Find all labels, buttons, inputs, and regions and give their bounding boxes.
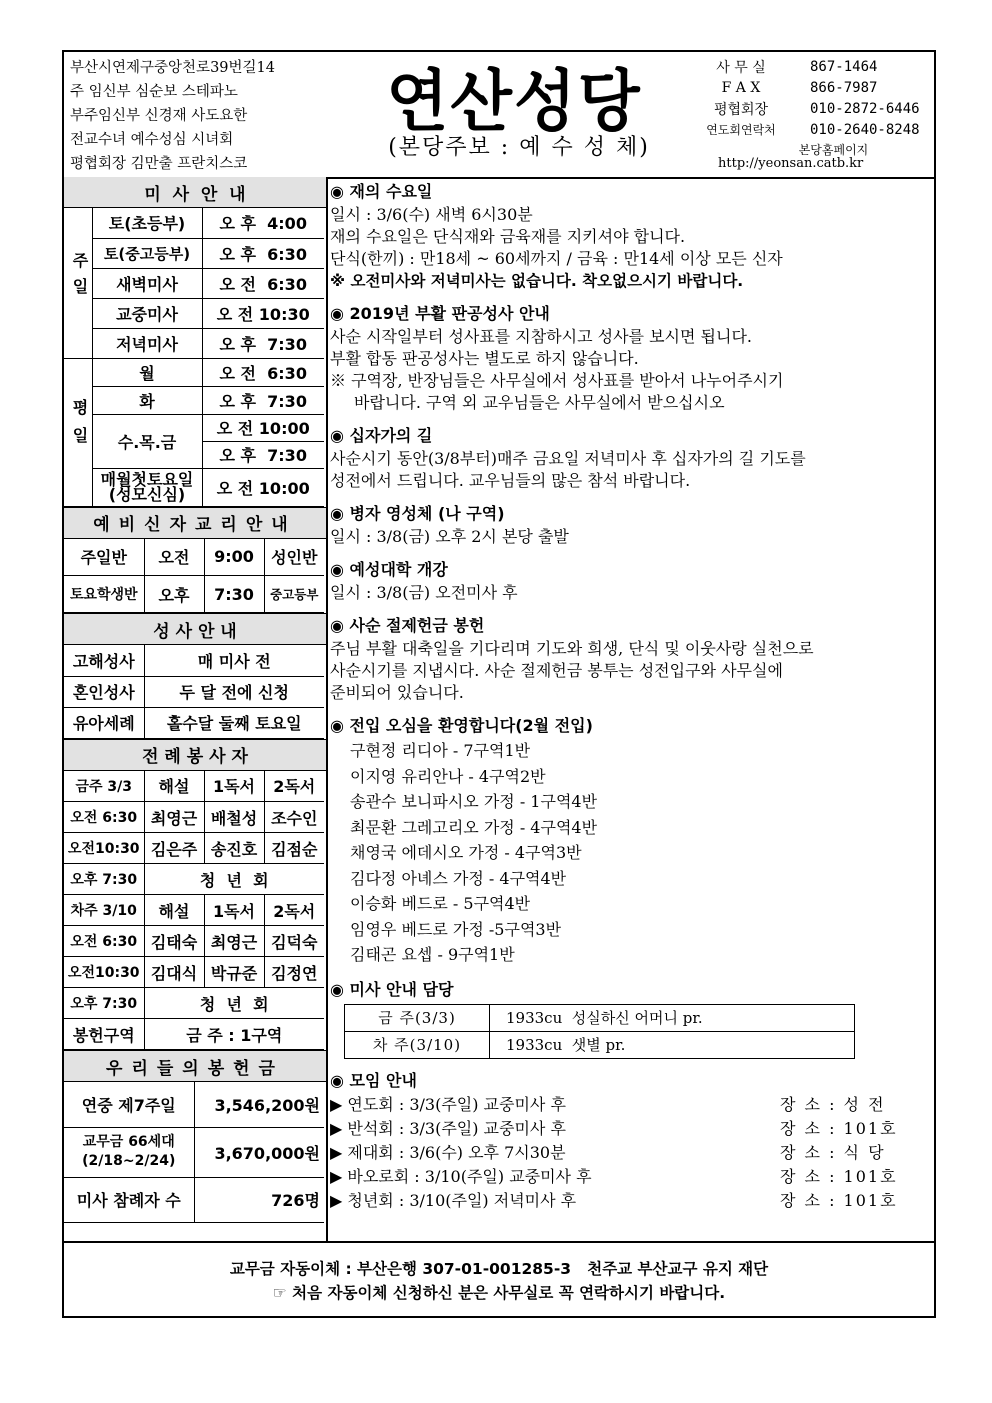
notice-line: 준비되어 있습니다. xyxy=(330,683,464,702)
list-item xyxy=(330,1117,930,1141)
server-role: 2독서 xyxy=(264,895,324,926)
weekday-label-text: 평일 xyxy=(70,399,89,455)
table-row xyxy=(64,208,324,238)
list-item: 김태곤 요셉 - 9구역1반 xyxy=(350,945,515,964)
mass-time: 오 전 10:00 xyxy=(202,468,324,506)
table-row xyxy=(64,328,324,358)
contact-info xyxy=(686,56,931,171)
offering-amount: 726명 xyxy=(194,1177,324,1222)
weekday-label xyxy=(64,358,92,506)
notice-line: 주님 부활 대축일을 기다리며 기도와 희생, 단식 및 이웃사랑 실천으로 xyxy=(330,639,814,658)
contact-value: 867-1464 xyxy=(810,58,878,75)
notice-title: ◉ 십자가의 길 xyxy=(330,426,433,445)
contact-value: 010-2640-8248 xyxy=(810,121,920,138)
pastor: 주 임신부 심순보 스테파노 xyxy=(70,84,238,100)
bulletin-frame xyxy=(62,50,936,1318)
list-item: 이지영 유리안나 - 4구역2반 xyxy=(350,766,546,786)
mass-time: 오 후 7:30 xyxy=(202,328,324,358)
mass-time: 오 후 4:00 xyxy=(202,208,324,238)
mass-name: 화 xyxy=(92,386,202,414)
server-name: 조수인 xyxy=(264,802,324,833)
table-row xyxy=(345,1004,855,1031)
table-row xyxy=(64,771,324,802)
offering-amount: 3,670,000원 xyxy=(194,1127,324,1177)
meeting-info: ▶ 연도회 : 3/3(주일) 교중미사 후 xyxy=(330,1094,566,1114)
mass-name: 새벽미사 xyxy=(92,268,202,298)
table-row xyxy=(64,386,324,414)
bulletin-footer xyxy=(64,1241,934,1316)
server-name: 최영근 xyxy=(144,802,204,833)
server-name: 김정연 xyxy=(264,957,324,988)
meeting-place: 장 소 : 식 당 xyxy=(780,1142,886,1162)
table-row xyxy=(64,298,324,328)
offering-area-label: 봉헌구역 xyxy=(64,1019,144,1050)
meeting-place: 장 소 : 성 전 xyxy=(780,1094,886,1114)
class-ampm: 오전 xyxy=(144,539,204,576)
notice-line: 사순시기를 지냅시다. 사순 절제헌금 봉투는 성전입구와 사무실에 xyxy=(330,661,783,680)
contact-label: 연도회연락처 xyxy=(706,123,776,137)
offering-area-value: 금 주 : 1구역 xyxy=(144,1019,324,1050)
catechumen-title xyxy=(64,507,326,539)
server-role: 1독서 xyxy=(204,895,264,926)
notice-title: ◉ 전입 오심을 환영합니다(2월 전입) xyxy=(330,716,593,735)
servers-table xyxy=(64,771,324,1051)
table-row xyxy=(64,957,324,988)
server-slot: 오후 7:30 xyxy=(64,988,144,1019)
table-row xyxy=(64,988,324,1019)
meeting-info: ▶ 제대회 : 3/6(수) 오후 7시30분 xyxy=(330,1142,566,1162)
sacrament-info: 두 달 전에 신청 xyxy=(144,676,324,707)
council-president: 평협회장 김만출 프란치스코 xyxy=(70,156,248,172)
table-row xyxy=(64,539,324,576)
catechumen-title-text: 예비신자교리안내 xyxy=(93,515,297,535)
sister: 전교수녀 예수성심 시녀회 xyxy=(70,132,234,148)
notice-line: 사순 시작일부터 성사표를 지참하시고 성사를 보시면 됩니다. xyxy=(330,327,753,346)
list-item xyxy=(330,1189,930,1213)
associate-pastor: 부주임신부 신경재 사도요한 xyxy=(70,108,248,124)
left-column xyxy=(64,177,328,1241)
notice-title: ◉ 모임 안내 xyxy=(330,1070,417,1090)
offering-label: 미사 참례자 수 xyxy=(64,1177,194,1222)
homepage-link[interactable]: http://yeonsan.catb.kr xyxy=(718,156,864,171)
meeting-place: 장 소 : 101호 xyxy=(780,1118,898,1138)
table-row xyxy=(64,926,324,957)
server-name: 김대식 xyxy=(144,957,204,988)
mass-name: 토(중고등부) xyxy=(92,238,202,268)
mass-schedule-table xyxy=(64,208,324,507)
server-role: 해설 xyxy=(144,895,204,926)
duty-week: 차 주(3/10) xyxy=(345,1031,490,1058)
right-column xyxy=(330,180,930,1213)
notice-line: 부활 합동 판공성사는 별도로 하지 않습니다. xyxy=(330,349,639,368)
meeting-info: ▶ 청년회 : 3/10(주일) 저녁미사 후 xyxy=(330,1190,577,1210)
class-time: 9:00 xyxy=(204,539,264,576)
mass-time: 오 전 6:30 xyxy=(202,358,324,386)
mass-name: 토(초등부) xyxy=(92,208,202,238)
mass-name: 교중미사 xyxy=(92,298,202,328)
table-row xyxy=(64,1082,324,1127)
offering-label: 연중 제7주일 xyxy=(64,1082,194,1127)
contact-value: 010-2872-6446 xyxy=(810,100,920,117)
bulletin-header xyxy=(64,52,934,179)
server-role: 1독서 xyxy=(204,771,264,802)
server-slot: 오후 7:30 xyxy=(64,864,144,895)
sacrament-name: 혼인성사 xyxy=(64,676,144,707)
contact-value: 866-7987 xyxy=(810,79,878,96)
mass-time: 오 후 6:30 xyxy=(202,238,324,268)
table-row xyxy=(64,707,324,738)
sunday-label xyxy=(64,208,92,358)
mass-guide-title: 미 사 안 내 xyxy=(64,177,326,208)
list-item: 최문환 그레고리오 가정 - 4구역4반 xyxy=(350,817,598,837)
class-name: 토요학생반 xyxy=(64,576,144,613)
server-slot: 오전10:30 xyxy=(64,957,144,988)
contact-row xyxy=(686,56,931,77)
table-row xyxy=(64,833,324,864)
server-role: 2독서 xyxy=(264,771,324,802)
table-row xyxy=(64,802,324,833)
server-name: 송진호 xyxy=(204,833,264,864)
mass-name: 수.목.금 xyxy=(92,414,202,468)
offering-amount: 3,546,200원 xyxy=(194,1082,324,1127)
table-row xyxy=(64,414,324,441)
mass-time: 오 전 10:00 xyxy=(202,414,324,441)
notice-title: ◉ 사순 절제헌금 봉헌 xyxy=(330,616,485,635)
class-group: 중고등부 xyxy=(264,576,324,613)
sunday-label-text: 주일 xyxy=(70,251,89,304)
notice-lent-offering xyxy=(330,614,930,704)
notice-sick-communion xyxy=(330,502,930,548)
server-slot: 차주 3/10 xyxy=(64,895,144,926)
offering-label: 교무금 66세대 (2/18~2/24) xyxy=(64,1127,194,1177)
server-name: 배철성 xyxy=(204,802,264,833)
notice-title: ◉ 예성대학 개강 xyxy=(330,560,448,579)
server-name: 최영근 xyxy=(204,926,264,957)
contact-row xyxy=(686,98,931,119)
notice-confession xyxy=(330,302,930,414)
notice-line: ※ 오전미사와 저녁미사는 없습니다. 착오없으시기 바랍니다. xyxy=(330,272,744,290)
list-item xyxy=(330,1141,930,1165)
mass-name: 매월첫토요일 (성모신심) xyxy=(92,468,202,506)
table-row xyxy=(64,238,324,268)
mass-time: 오 전 10:30 xyxy=(202,298,324,328)
youth-group: 청 년 회 xyxy=(144,864,324,895)
table-row xyxy=(64,895,324,926)
server-name: 김은주 xyxy=(144,833,204,864)
table-row xyxy=(64,1127,324,1177)
list-item: 임영우 베드로 가정 -5구역3반 xyxy=(350,919,562,939)
list-item: 채영국 에데시오 가정 - 4구역3반 xyxy=(350,843,582,862)
address: 부산시연제구중앙천로39번길14 xyxy=(70,60,275,76)
server-name: 김태숙 xyxy=(144,926,204,957)
notice-title: ◉ 재의 수요일 xyxy=(330,182,433,201)
mass-time: 오 후 7:30 xyxy=(202,441,324,468)
sacrament-name: 고해성사 xyxy=(64,645,144,676)
parish-title: 연산성당 xyxy=(386,63,642,142)
meeting-info: ▶ 바오로회 : 3/10(주일) 교중미사 후 xyxy=(330,1166,592,1186)
class-name: 주일반 xyxy=(64,539,144,576)
notice-line: 일시 : 3/6(수) 새벽 6시30분 xyxy=(330,205,533,224)
table-row xyxy=(64,864,324,895)
notice-line: 일시 : 3/8(금) 오후 2시 본당 출발 xyxy=(330,527,569,546)
notice-title: ◉ 병자 영성체 (나 구역) xyxy=(330,504,505,523)
table-row xyxy=(64,468,324,506)
mass-time: 오 후 7:30 xyxy=(202,386,324,414)
table-row xyxy=(64,1019,324,1050)
notice-stations xyxy=(330,424,930,492)
server-role: 해설 xyxy=(144,771,204,802)
contact-label: 사 무 실 xyxy=(716,59,766,76)
notice-newcomers xyxy=(330,714,930,968)
mass-name: 월 xyxy=(92,358,202,386)
notice-line: 단식(한끼) : 만18세 ~ 60세까지 / 금육 : 만14세 이상 모든 신자 xyxy=(330,249,783,268)
sacraments-table xyxy=(64,645,324,739)
mass-time: 오 전 6:30 xyxy=(202,268,324,298)
table-row xyxy=(345,1031,855,1058)
table-row xyxy=(64,576,324,613)
offerings-table xyxy=(64,1082,324,1223)
duty-week: 금 주(3/3) xyxy=(345,1004,490,1031)
sacrament-info: 매 미사 전 xyxy=(144,645,324,676)
notice-line: 일시 : 3/8(금) 오전미사 후 xyxy=(330,583,518,602)
table-row xyxy=(64,268,324,298)
notice-line: 사순시기 동안(3/8부터)매주 금요일 저녁미사 후 십자가의 길 기도를 xyxy=(330,449,806,468)
parish-info xyxy=(70,56,330,176)
list-item: 송관수 보니파시오 가정 - 1구역4반 xyxy=(350,792,598,811)
homepage-label: 본당홈페이지 xyxy=(798,143,869,157)
list-item xyxy=(330,1165,930,1189)
auto-transfer-note: ☞ 처음 자동이체 신청하신 분은 사무실로 꼭 연락하시기 바랍니다. xyxy=(272,1284,726,1302)
table-row xyxy=(64,645,324,676)
notice-title: ◉ 미사 안내 담당 xyxy=(330,979,454,999)
catechumen-table xyxy=(64,539,324,614)
meeting-info: ▶ 반석회 : 3/3(주일) 교중미사 후 xyxy=(330,1118,566,1138)
contact-row xyxy=(686,119,931,140)
meeting-place: 장 소 : 101호 xyxy=(780,1190,898,1210)
meeting-place: 장 소 : 101호 xyxy=(780,1166,898,1186)
notice-title: ◉ 2019년 부활 판공성사 안내 xyxy=(330,304,550,323)
server-slot: 오전10:30 xyxy=(64,833,144,864)
notice-line: 성전에서 드립니다. 교우님들의 많은 참석 바랍니다. xyxy=(330,471,691,490)
bulletin-subtitle: (본당주보 : 예 수 성 체) xyxy=(388,135,650,160)
server-name: 김덕숙 xyxy=(264,926,324,957)
server-slot: 금주 3/3 xyxy=(64,771,144,802)
table-row xyxy=(64,676,324,707)
mass-duty-table xyxy=(344,1004,855,1059)
table-row xyxy=(64,358,324,386)
notice-college xyxy=(330,558,930,604)
mass-name: 저녁미사 xyxy=(92,328,202,358)
notice-meetings xyxy=(330,1069,930,1213)
youth-group: 청 년 회 xyxy=(144,988,324,1019)
sacrament-name: 유아세례 xyxy=(64,707,144,738)
auto-transfer-info: 교무금 자동이체 : 부산은행 307-01-001285-3 천주교 부산교구 유지 재단 xyxy=(229,1260,769,1278)
notice-line: ※ 구역장, 반장님들은 사무실에서 성사표를 받아서 나누어주시기 xyxy=(330,371,784,390)
class-time: 7:30 xyxy=(204,576,264,613)
contact-label: 평협회장 xyxy=(713,101,769,118)
duty-group: 1933cu 성실하신 어머니 pr. xyxy=(490,1004,855,1031)
server-name: 김점순 xyxy=(264,833,324,864)
contact-row xyxy=(686,77,931,98)
table-row xyxy=(64,1177,324,1222)
duty-group: 1933cu 샛별 pr. xyxy=(490,1031,855,1058)
server-slot: 오전 6:30 xyxy=(64,926,144,957)
list-item xyxy=(330,1093,930,1117)
list-item: 김다정 아녜스 가정 - 4구역4반 xyxy=(350,868,567,888)
notice-mass-duty xyxy=(330,978,930,1059)
contact-label: F A X xyxy=(721,79,761,96)
class-group: 성인반 xyxy=(264,539,324,576)
server-name: 박규준 xyxy=(204,957,264,988)
list-item: 이승화 베드로 - 5구역4반 xyxy=(350,894,531,913)
notice-ash-wednesday xyxy=(330,180,930,292)
sacraments-title: 성 사 안 내 xyxy=(64,613,326,645)
servers-title: 전 례 봉 사 자 xyxy=(64,739,326,771)
notice-line: 바랍니다. 구역 외 교우님들은 사무실에서 받으십시오 xyxy=(354,393,725,412)
notice-line: 재의 수요일은 단식재와 금육재를 지키셔야 합니다. xyxy=(330,227,686,246)
sacrament-info: 홀수달 둘째 토요일 xyxy=(144,707,324,738)
offerings-title xyxy=(64,1050,326,1082)
list-item: 구현정 리디아 - 7구역1반 xyxy=(350,741,531,760)
server-slot: 오전 6:30 xyxy=(64,802,144,833)
class-ampm: 오후 xyxy=(144,576,204,613)
offerings-title-text: 우리들의봉헌금 xyxy=(106,1058,284,1079)
